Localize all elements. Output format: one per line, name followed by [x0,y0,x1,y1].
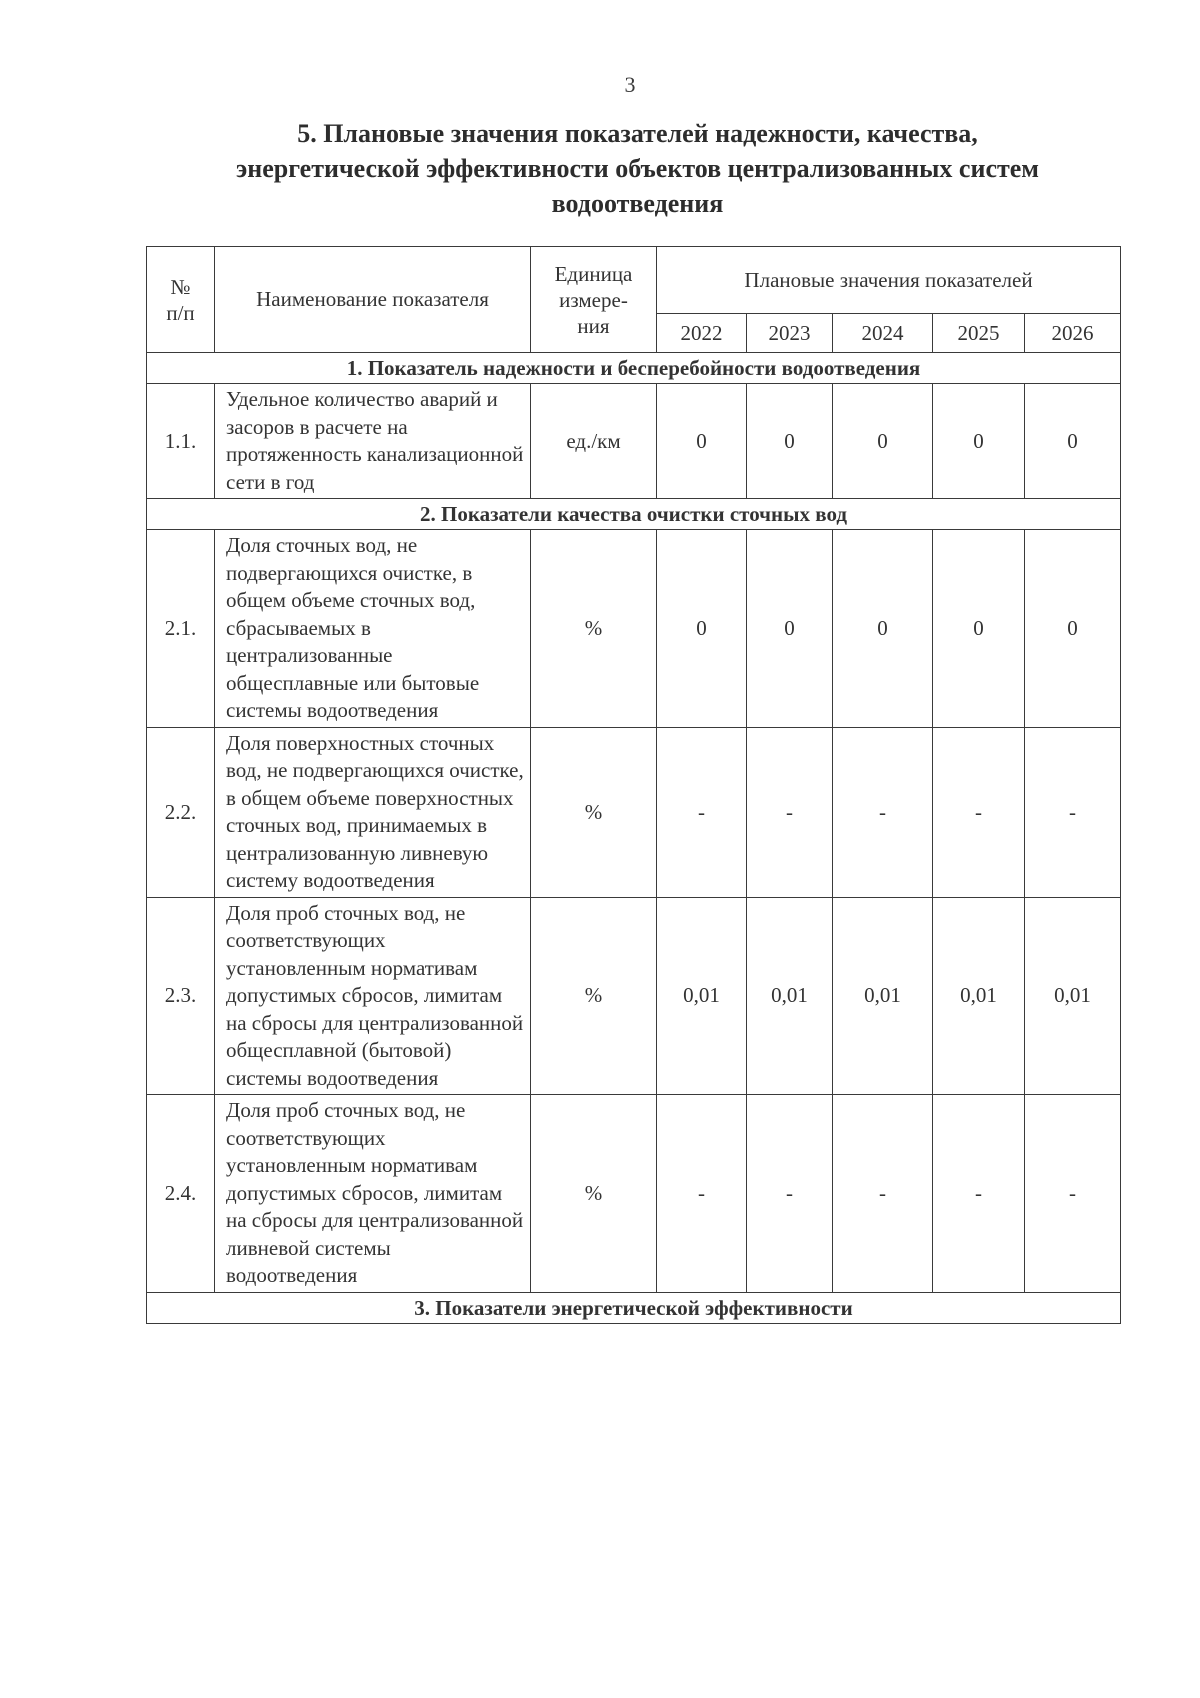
row-name: Доля поверхностных сточных вод, не подвергающихся очистке, в общем объеме поверхностных сточных вод, принимаемых в централизованную ливневую систему водоотведения [215,727,531,897]
row-name: Доля проб сточных вод, не соответствующих установленным нормативам допустимых сбросов, лимитам на сбросы для централизованной ливневой системы водоотведения [215,1095,531,1293]
row-value: 0 [833,530,933,728]
header-year: 2024 [833,314,933,353]
row-unit: % [531,1095,657,1293]
row-value: 0,01 [833,897,933,1095]
heading-line-1: 5. Плановые значения показателей надежности, качества, [297,119,978,148]
row-value: - [1025,1095,1121,1293]
table-row [147,530,1121,728]
section-row [147,353,1121,384]
table-row [147,1095,1121,1293]
row-value: - [1025,727,1121,897]
row-value: - [747,1095,833,1293]
row-num: 2.4. [147,1095,215,1293]
row-value: 0 [833,384,933,499]
row-value: - [657,727,747,897]
row-value: - [933,727,1025,897]
header-planned: Плановые значения показателей [657,247,1121,314]
header-unit-line2: измере- [559,287,628,312]
row-value: - [833,727,933,897]
row-value: - [657,1095,747,1293]
row-value: 0 [1025,530,1121,728]
row-value: 0 [747,384,833,499]
row-num: 2.3. [147,897,215,1095]
header-name: Наименование показателя [215,247,531,353]
heading-line-3: водоотведения [551,189,724,218]
table-row [147,897,1121,1095]
row-unit: % [531,530,657,728]
row-value: - [933,1095,1025,1293]
document-heading [150,116,1125,221]
header-year: 2026 [1025,314,1121,353]
heading-line-2: энергетической эффективности объектов централизованных систем [235,154,1040,183]
header-num-line1: № [170,274,191,299]
row-num: 1.1. [147,384,215,499]
section-row [147,1292,1121,1323]
table-row [147,384,1121,499]
section-title: 2. Показатели качества очистки сточных вод [147,499,1121,530]
header-unit-line3: ния [577,313,610,338]
table-row [147,727,1121,897]
section-title: 1. Показатель надежности и бесперебойности водоотведения [147,353,1121,384]
header-year: 2022 [657,314,747,353]
section-title: 3. Показатели энергетической эффективности [147,1292,1121,1323]
row-value: 0 [747,530,833,728]
row-unit: % [531,727,657,897]
row-value: 0,01 [1025,897,1121,1095]
row-value: 0 [933,384,1025,499]
row-value: - [833,1095,933,1293]
row-value: 0 [657,384,747,499]
row-value: 0 [933,530,1025,728]
page-number: 3 [624,72,636,97]
header-unit [531,247,657,353]
row-unit: ед./км [531,384,657,499]
row-value: 0 [1025,384,1121,499]
row-name: Доля сточных вод, не подвергающихся очистке, в общем объеме сточных вод, сбрасываемых в централизованные общесплавные или бытовые системы водоотведения [215,530,531,728]
row-name: Удельное количество аварий и засоров в расчете на протяженность канализационной сети в год [215,384,531,499]
row-name: Доля проб сточных вод, не соответствующих установленным нормативам допустимых сбросов, лимитам на сбросы для централизованной общесплавной (бытовой) системы водоотведения [215,897,531,1095]
row-num: 2.2. [147,727,215,897]
row-value: 0,01 [933,897,1025,1095]
header-year: 2025 [933,314,1025,353]
header-year: 2023 [747,314,833,353]
header-num-line2: п/п [166,300,195,325]
row-num: 2.1. [147,530,215,728]
row-value: 0,01 [657,897,747,1095]
header-num [147,247,215,353]
row-value: - [747,727,833,897]
indicators-table [146,246,1121,1324]
section-row [147,499,1121,530]
row-value: 0 [657,530,747,728]
header-unit-line1: Единица [554,261,633,286]
row-value: 0,01 [747,897,833,1095]
row-unit: % [531,897,657,1095]
header-row [147,247,1121,314]
